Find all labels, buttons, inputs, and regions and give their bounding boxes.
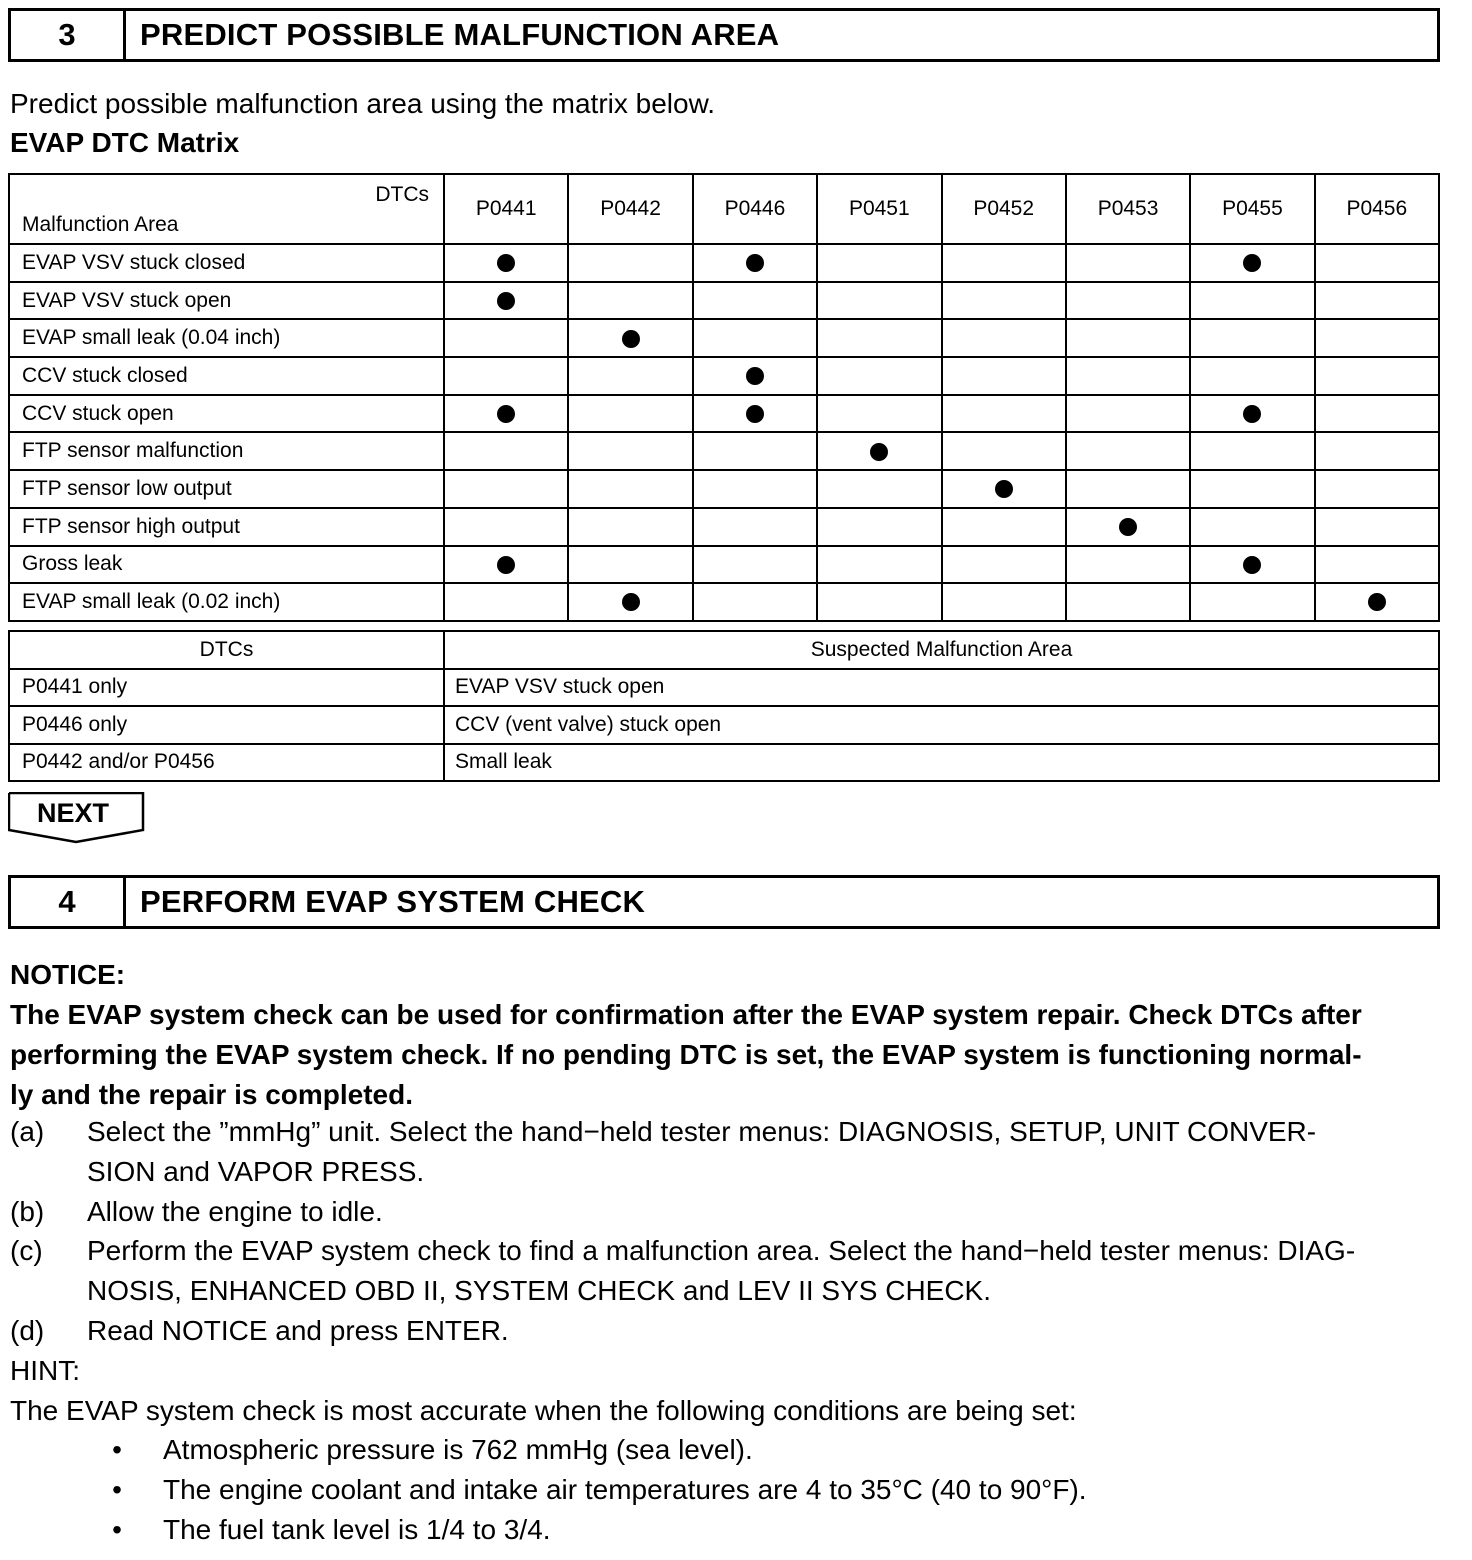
matrix-cell xyxy=(942,244,1066,282)
hint-text: The EVAP system check is most accurate when the following conditions are being set: xyxy=(10,1394,1077,1426)
next-label: NEXT xyxy=(36,798,109,828)
table-row xyxy=(9,744,1439,782)
malfunction-area-cell: FTP sensor low output xyxy=(9,470,444,508)
filled-dot-icon xyxy=(1119,518,1137,536)
filled-dot-icon xyxy=(497,405,515,423)
matrix-cell xyxy=(444,282,568,320)
matrix-cell xyxy=(1315,395,1439,433)
item-text: Select the ”mmHg” unit. Select the hand−held tester menus: DIAGNOSIS, SETUP, UNIT CONVER- xyxy=(87,1116,1317,1147)
matrix-cell xyxy=(568,470,692,508)
list-item xyxy=(10,1311,1450,1351)
item-text: SION and VAPOR PRESS. xyxy=(87,1155,425,1187)
filled-dot-icon xyxy=(622,593,640,611)
matrix-cell xyxy=(444,244,568,282)
bullet-text: The engine coolant and intake air temperatures are 4 to 35°C (40 to 90°F). xyxy=(163,1474,1087,1506)
matrix-cell xyxy=(1190,282,1314,320)
matrix-cell xyxy=(817,583,941,621)
matrix-cell xyxy=(1066,357,1190,395)
matrix-cell xyxy=(693,508,817,546)
evap-dtc-matrix xyxy=(8,173,1440,622)
step-3-header xyxy=(8,8,1440,62)
matrix-cell xyxy=(817,432,941,470)
matrix-cell xyxy=(693,470,817,508)
notice-heading: NOTICE: xyxy=(10,959,126,990)
matrix-cell xyxy=(942,395,1066,433)
table-row xyxy=(9,583,1439,621)
table-row xyxy=(9,244,1439,282)
bullet-text: The fuel tank level is 1/4 to 3/4. xyxy=(163,1513,551,1545)
matrix-cell xyxy=(1315,357,1439,395)
matrix-cell xyxy=(1066,395,1190,433)
table-row xyxy=(9,432,1439,470)
matrix-cell xyxy=(1315,432,1439,470)
step-4-header xyxy=(8,875,1440,929)
dtc-code-header: P0441 xyxy=(444,174,568,244)
step-number: 3 xyxy=(11,11,126,59)
matrix-cell xyxy=(1066,583,1190,621)
table-row xyxy=(9,508,1439,546)
item-text: Read NOTICE and press ENTER. xyxy=(87,1314,509,1346)
malfunction-area-cell: FTP sensor malfunction xyxy=(9,432,444,470)
filled-dot-icon xyxy=(1243,254,1261,272)
dtc-code-header: P0451 xyxy=(817,174,941,244)
matrix-title: EVAP DTC Matrix xyxy=(10,127,240,158)
filled-dot-icon xyxy=(995,480,1013,498)
dtcs-column-header: DTCs xyxy=(9,631,444,669)
malfunction-area-cell: FTP sensor high output xyxy=(9,508,444,546)
matrix-cell xyxy=(1066,508,1190,546)
malfunction-area-cell: EVAP VSV stuck open xyxy=(9,282,444,320)
matrix-cell xyxy=(1315,508,1439,546)
intro-text: Predict possible malfunction area using the matrix below. xyxy=(10,88,716,119)
dtc-code-header: P0446 xyxy=(693,174,817,244)
malfunction-area-cell: CCV stuck open xyxy=(9,395,444,433)
matrix-cell xyxy=(817,395,941,433)
item-label: (b) xyxy=(10,1195,45,1227)
matrix-cell xyxy=(1190,583,1314,621)
matrix-cell xyxy=(693,357,817,395)
matrix-cell xyxy=(568,282,692,320)
dtc-code-header: P0455 xyxy=(1190,174,1314,244)
matrix-cell xyxy=(942,470,1066,508)
notice-line: The EVAP system check can be used for confirmation after the EVAP system repair. Check DTCs after xyxy=(10,999,1362,1030)
matrix-cell xyxy=(568,508,692,546)
matrix-cell xyxy=(693,319,817,357)
filled-dot-icon xyxy=(870,443,888,461)
matrix-cell xyxy=(817,244,941,282)
matrix-cell xyxy=(444,583,568,621)
area-cell: CCV (vent valve) stuck open xyxy=(444,706,1439,744)
list-item xyxy=(10,1231,1450,1311)
matrix-cell xyxy=(942,319,1066,357)
matrix-cell xyxy=(1315,470,1439,508)
filled-dot-icon xyxy=(622,330,640,348)
matrix-cell xyxy=(1190,432,1314,470)
matrix-cell xyxy=(817,282,941,320)
matrix-cell xyxy=(817,546,941,584)
table-row xyxy=(9,395,1439,433)
suspected-area-table xyxy=(8,630,1440,782)
step-title: PERFORM EVAP SYSTEM CHECK xyxy=(140,884,646,919)
matrix-cell xyxy=(1315,282,1439,320)
matrix-cell xyxy=(1190,244,1314,282)
notice-block xyxy=(10,955,1450,1115)
matrix-corner-header xyxy=(9,174,444,244)
malfunction-area-cell: EVAP small leak (0.04 inch) xyxy=(9,319,444,357)
dtc-code-header: P0453 xyxy=(1066,174,1190,244)
matrix-cell xyxy=(1190,546,1314,584)
filled-dot-icon xyxy=(1243,556,1261,574)
malfunction-area-cell: EVAP VSV stuck closed xyxy=(9,244,444,282)
notice-line: performing the EVAP system check. If no pending DTC is set, the EVAP system is functioning normal- xyxy=(10,1039,1362,1070)
table-row xyxy=(9,470,1439,508)
bullet-icon: • xyxy=(112,1513,122,1545)
notice-line: ly and the repair is completed. xyxy=(10,1079,414,1110)
malfunction-area-cell: EVAP small leak (0.02 inch) xyxy=(9,583,444,621)
matrix-cell xyxy=(1190,395,1314,433)
suspected-area-column-header: Suspected Malfunction Area xyxy=(444,631,1439,669)
matrix-header-row xyxy=(9,174,1439,244)
table-row xyxy=(9,546,1439,584)
matrix-cell xyxy=(568,583,692,621)
table-row xyxy=(9,357,1439,395)
matrix-cell xyxy=(444,470,568,508)
list-item xyxy=(10,1192,1450,1232)
bullet-icon: • xyxy=(112,1474,122,1506)
matrix-cell xyxy=(693,282,817,320)
suspect-header-row xyxy=(9,631,1439,669)
matrix-cell xyxy=(1066,432,1190,470)
matrix-cell xyxy=(1315,319,1439,357)
filled-dot-icon xyxy=(497,556,515,574)
filled-dot-icon xyxy=(497,254,515,272)
matrix-cell xyxy=(1190,470,1314,508)
list-item xyxy=(10,1510,1450,1550)
matrix-cell xyxy=(942,508,1066,546)
filled-dot-icon xyxy=(1243,405,1261,423)
matrix-cell xyxy=(1066,319,1190,357)
dtc-code-header: P0456 xyxy=(1315,174,1439,244)
matrix-cell xyxy=(444,432,568,470)
step-number: 4 xyxy=(11,878,126,926)
matrix-cell xyxy=(444,508,568,546)
table-row xyxy=(9,669,1439,707)
matrix-cell xyxy=(568,244,692,282)
matrix-cell xyxy=(1315,244,1439,282)
matrix-cell xyxy=(568,319,692,357)
table-row xyxy=(9,319,1439,357)
filled-dot-icon xyxy=(746,254,764,272)
area-cell: EVAP VSV stuck open xyxy=(444,669,1439,707)
item-label: (a) xyxy=(10,1116,45,1147)
matrix-cell xyxy=(568,546,692,584)
matrix-cell xyxy=(1066,470,1190,508)
item-text: NOSIS, ENHANCED OBD II, SYSTEM CHECK and LEV II SYS CHECK. xyxy=(87,1275,992,1307)
item-text: Perform the EVAP system check to find a malfunction area. Select the hand−held tester menus: DIAG- xyxy=(87,1235,1356,1267)
malfunction-area-cell: Gross leak xyxy=(9,546,444,584)
dtc-cell: P0441 only xyxy=(9,669,444,707)
matrix-cell xyxy=(942,282,1066,320)
matrix-cell xyxy=(1315,583,1439,621)
hint-label: HINT: xyxy=(10,1354,80,1386)
step-title: PREDICT POSSIBLE MALFUNCTION AREA xyxy=(140,17,780,52)
matrix-cell xyxy=(817,470,941,508)
procedure-list xyxy=(10,1112,1450,1550)
matrix-cell xyxy=(693,244,817,282)
list-item xyxy=(10,1112,1450,1192)
matrix-cell xyxy=(444,357,568,395)
matrix-cell xyxy=(444,546,568,584)
matrix-cell xyxy=(444,319,568,357)
dtcs-label: DTCs xyxy=(375,183,429,206)
matrix-cell xyxy=(1066,244,1190,282)
item-text: Allow the engine to idle. xyxy=(87,1195,383,1227)
item-label: (c) xyxy=(10,1235,43,1267)
bullet-icon: • xyxy=(112,1434,122,1466)
matrix-cell xyxy=(817,508,941,546)
matrix-cell xyxy=(568,432,692,470)
matrix-cell xyxy=(693,583,817,621)
matrix-cell xyxy=(693,546,817,584)
matrix-cell xyxy=(942,583,1066,621)
filled-dot-icon xyxy=(1368,593,1386,611)
dtc-cell: P0446 only xyxy=(9,706,444,744)
dtc-cell: P0442 and/or P0456 xyxy=(9,744,444,782)
list-item xyxy=(10,1430,1450,1470)
matrix-cell xyxy=(1190,357,1314,395)
matrix-cell xyxy=(568,395,692,433)
bullet-text: Atmospheric pressure is 762 mmHg (sea level). xyxy=(163,1434,753,1466)
dtc-code-header: P0442 xyxy=(568,174,692,244)
item-label: (d) xyxy=(10,1314,45,1346)
matrix-cell xyxy=(817,357,941,395)
matrix-cell xyxy=(942,546,1066,584)
malfunction-area-label: Malfunction Area xyxy=(22,213,179,236)
matrix-cell xyxy=(444,395,568,433)
table-row xyxy=(9,282,1439,320)
table-row xyxy=(9,706,1439,744)
next-button[interactable] xyxy=(8,792,146,846)
matrix-cell xyxy=(568,357,692,395)
malfunction-area-cell: CCV stuck closed xyxy=(9,357,444,395)
matrix-cell xyxy=(1190,319,1314,357)
matrix-cell xyxy=(1066,546,1190,584)
matrix-cell xyxy=(942,357,1066,395)
filled-dot-icon xyxy=(497,292,515,310)
matrix-cell xyxy=(1315,546,1439,584)
area-cell: Small leak xyxy=(444,744,1439,782)
matrix-cell xyxy=(817,319,941,357)
filled-dot-icon xyxy=(746,405,764,423)
matrix-cell xyxy=(942,432,1066,470)
matrix-cell xyxy=(1066,282,1190,320)
list-item xyxy=(10,1470,1450,1510)
filled-dot-icon xyxy=(746,367,764,385)
matrix-cell xyxy=(693,432,817,470)
dtc-code-header: P0452 xyxy=(942,174,1066,244)
matrix-cell xyxy=(693,395,817,433)
matrix-cell xyxy=(1190,508,1314,546)
